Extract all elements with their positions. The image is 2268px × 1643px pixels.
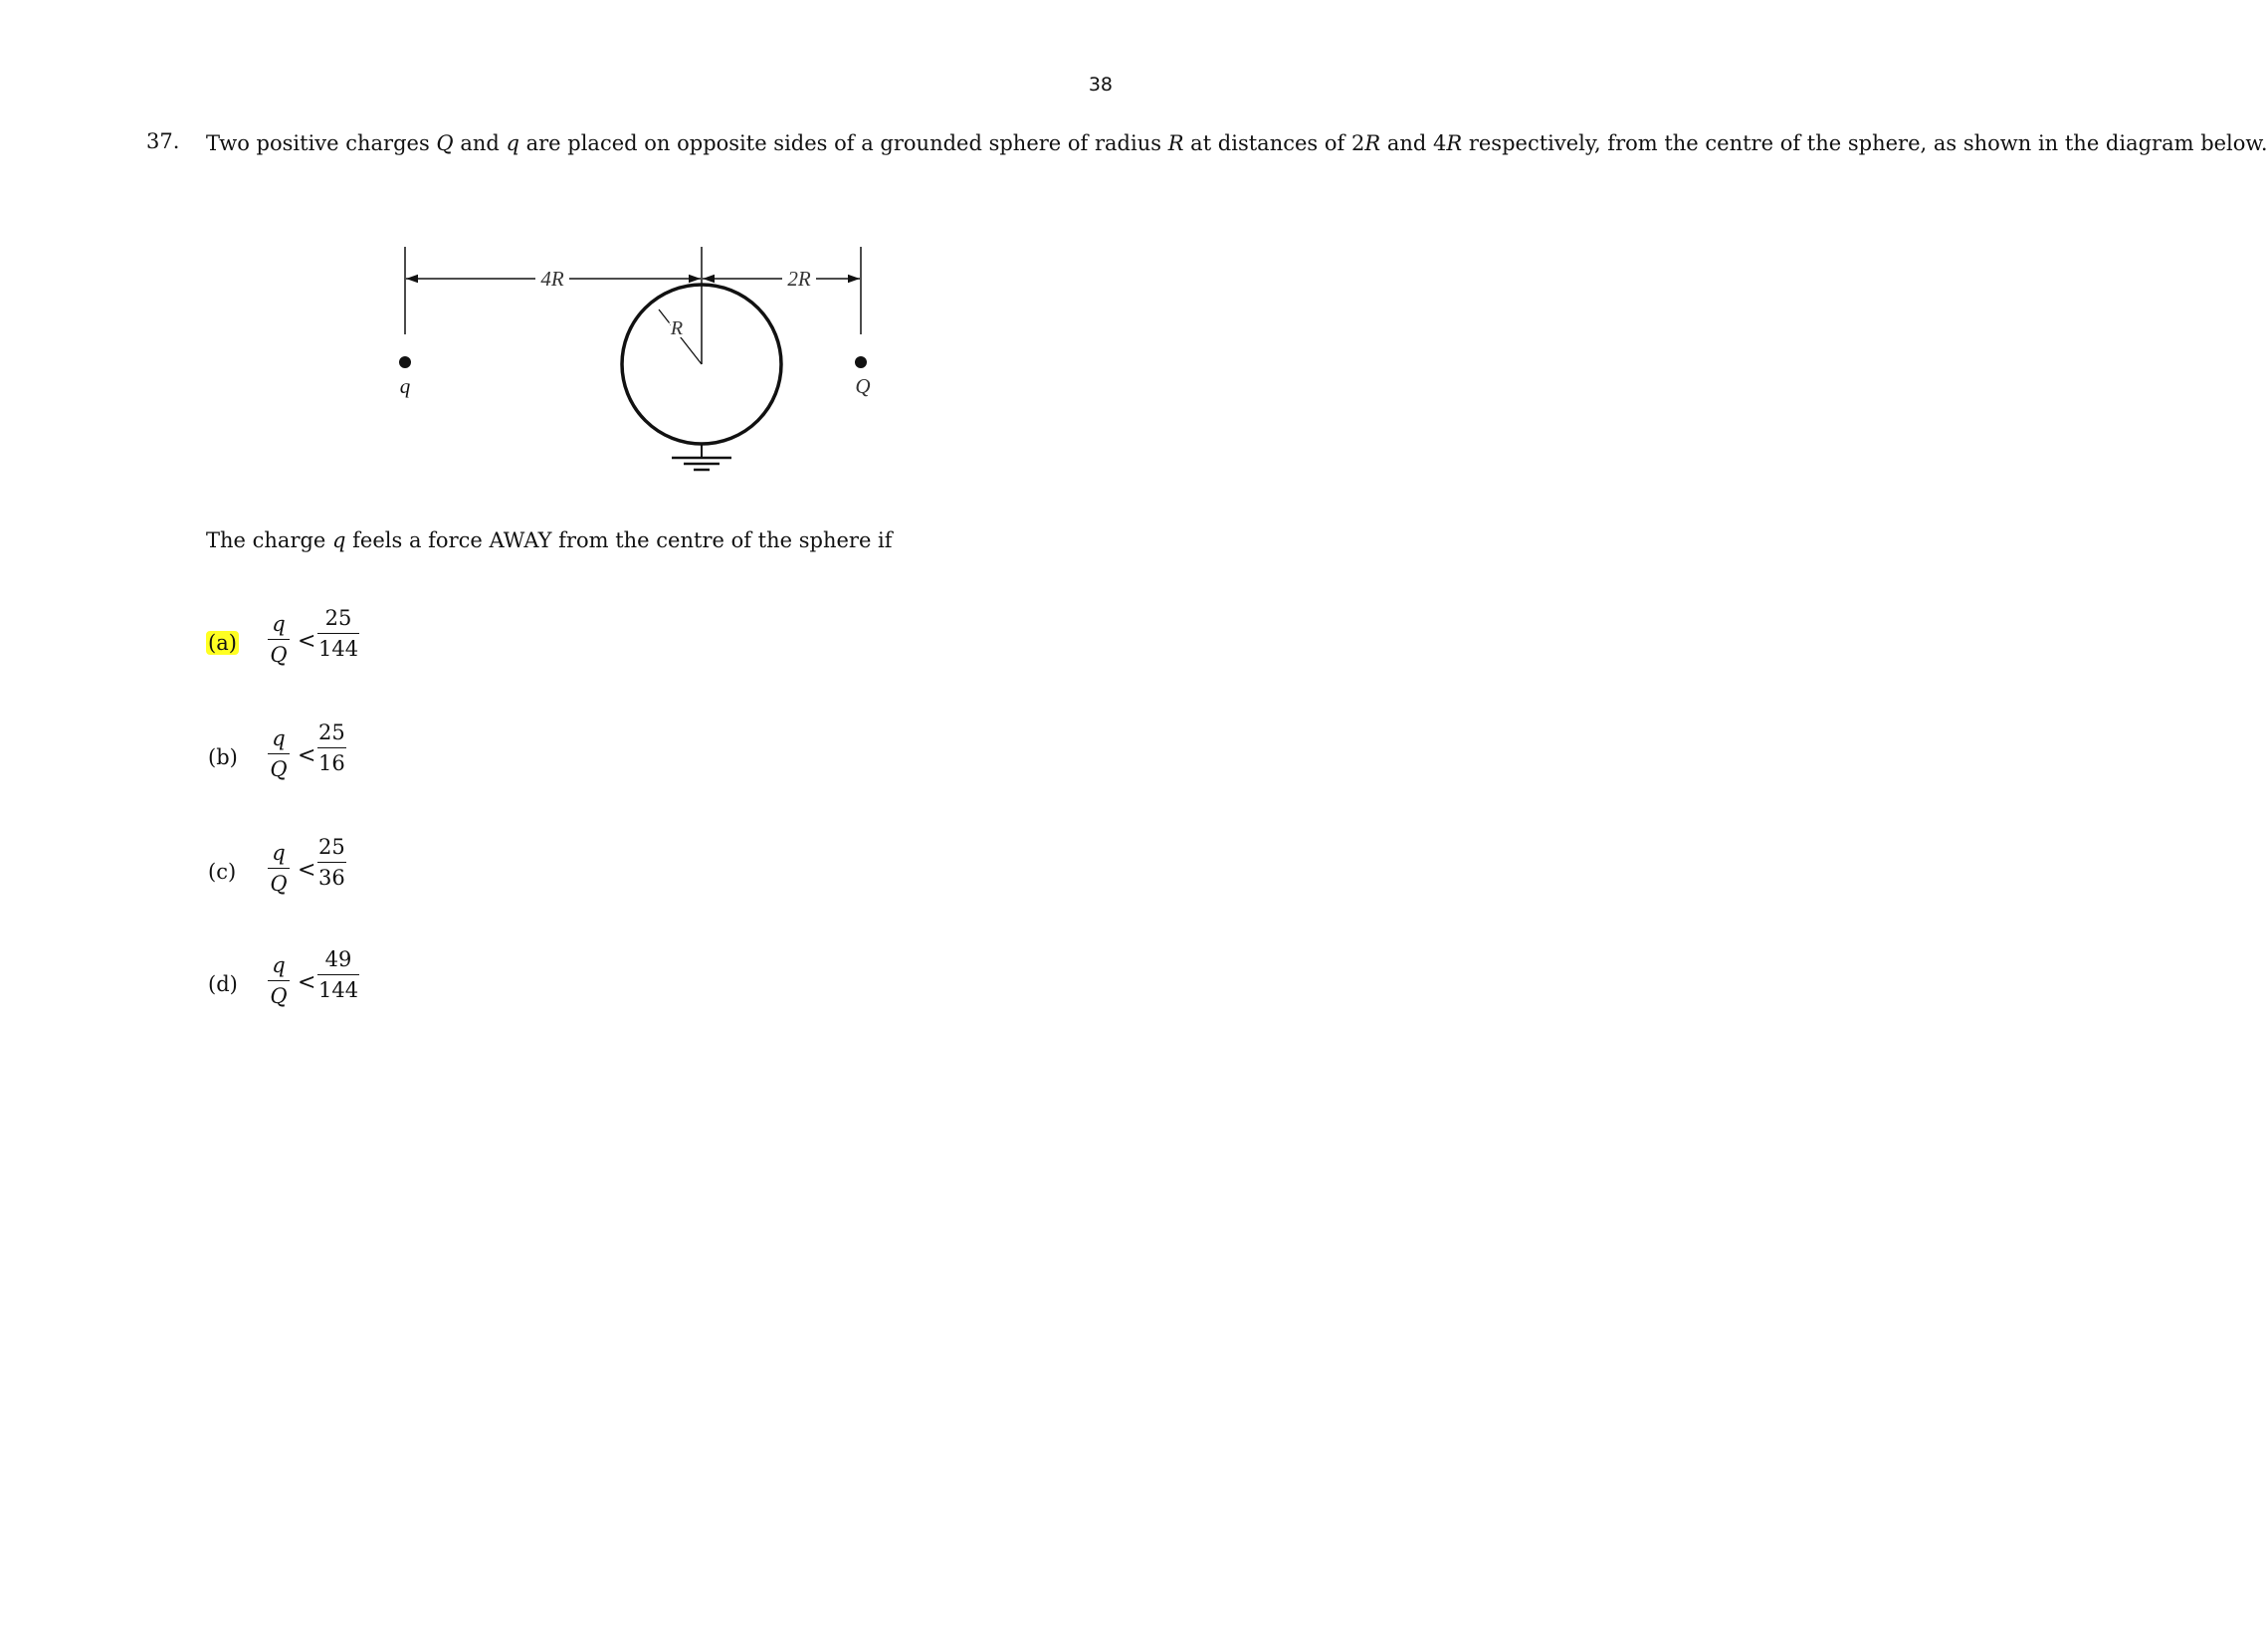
fraction-numerator: 25 bbox=[324, 606, 352, 630]
option-b-rhs-fraction bbox=[317, 718, 346, 778]
fraction-denominator: Q bbox=[270, 872, 288, 896]
option-a-rhs-fraction bbox=[317, 603, 359, 664]
fraction-numerator: q bbox=[272, 726, 286, 750]
option-d-lhs-fraction bbox=[268, 950, 290, 1011]
question-number: 37. bbox=[146, 129, 180, 153]
question-text-part: respectively, from the centre of the sphere, as shown in the diagram below. bbox=[1462, 131, 2268, 155]
prompt-text-part: feels a force AWAY from the centre of the sphere if bbox=[345, 528, 893, 552]
question-var-R: R bbox=[1167, 131, 1184, 155]
option-c-label: (c) bbox=[208, 860, 237, 884]
less-than-sign: < bbox=[298, 970, 316, 995]
question-text bbox=[206, 127, 2268, 160]
prompt-var-q: q bbox=[332, 528, 346, 552]
fraction-numerator: 49 bbox=[324, 947, 352, 971]
fraction-denominator: 144 bbox=[318, 978, 359, 1002]
question-var-q: q bbox=[506, 131, 519, 155]
option-b-label: (b) bbox=[208, 745, 238, 769]
fraction-numerator: q bbox=[272, 612, 286, 636]
label-R: R bbox=[670, 317, 684, 339]
fraction-denominator: Q bbox=[270, 643, 288, 667]
sphere-diagram bbox=[398, 247, 896, 486]
label-2R: 2R bbox=[787, 267, 811, 291]
fraction-denominator: 36 bbox=[318, 866, 345, 890]
question-text-part: at distances of 2 bbox=[1183, 131, 1365, 155]
question-prompt bbox=[206, 528, 893, 552]
page-number: 38 bbox=[1088, 74, 1113, 96]
less-than-sign: < bbox=[298, 858, 316, 883]
prompt-text-part: The charge bbox=[206, 528, 333, 552]
question-text-part: Two positive charges bbox=[206, 131, 437, 155]
option-c-lhs-fraction bbox=[268, 838, 290, 899]
option-b-lhs-fraction bbox=[268, 723, 290, 784]
fraction-numerator: 25 bbox=[318, 720, 345, 744]
question-var-R: R bbox=[1364, 131, 1381, 155]
question-var-R: R bbox=[1446, 131, 1463, 155]
question-text-part: and 4 bbox=[1380, 131, 1447, 155]
fraction-denominator: 16 bbox=[318, 751, 345, 775]
question-text-part: are placed on opposite sides of a grounded sphere of radius bbox=[518, 131, 1168, 155]
label-4R: 4R bbox=[540, 267, 564, 291]
fraction-numerator: q bbox=[272, 841, 286, 865]
option-c-rhs-fraction bbox=[317, 832, 346, 893]
label-q: q bbox=[399, 374, 411, 398]
fraction-denominator: 144 bbox=[318, 637, 359, 661]
charge-Q-dot bbox=[855, 356, 867, 368]
less-than-sign: < bbox=[298, 743, 316, 768]
question-text-part: and bbox=[453, 131, 507, 155]
option-d-label: (d) bbox=[208, 972, 238, 996]
fraction-numerator: 25 bbox=[318, 835, 345, 859]
fraction-denominator: Q bbox=[270, 984, 288, 1008]
less-than-sign: < bbox=[298, 629, 316, 654]
option-d-rhs-fraction bbox=[317, 944, 359, 1005]
label-Q: Q bbox=[855, 374, 871, 398]
charge-q-dot bbox=[399, 356, 411, 368]
question-var-Q: Q bbox=[436, 131, 454, 155]
fraction-numerator: q bbox=[272, 953, 286, 977]
fraction-denominator: Q bbox=[270, 757, 288, 781]
option-a-label: (a) bbox=[208, 631, 237, 655]
option-a-lhs-fraction bbox=[268, 609, 290, 670]
